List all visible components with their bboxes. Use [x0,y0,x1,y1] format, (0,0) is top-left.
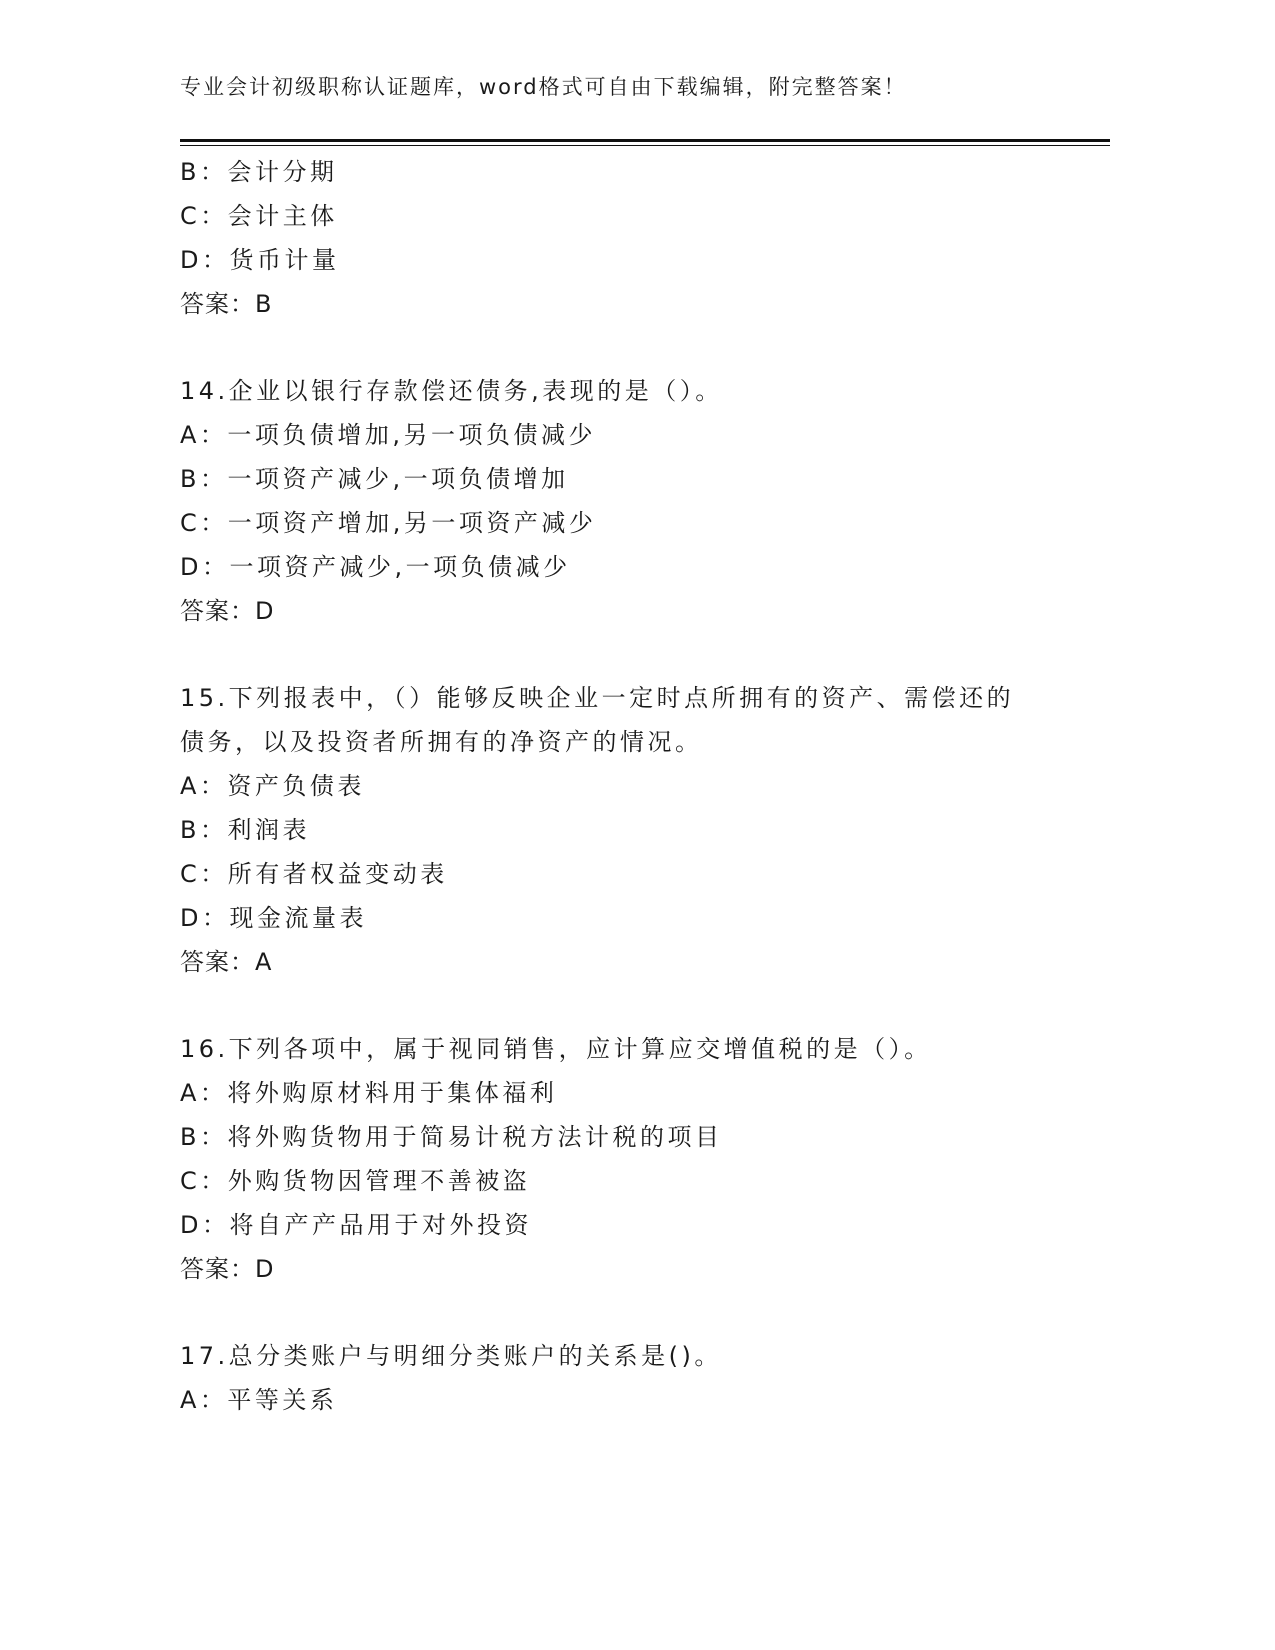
page-header: 专业会计初级职称认证题库，word格式可自由下载编辑，附完整答案！ [180,75,907,99]
question-stem-line: 16.下列各项中，属于视同销售，应计算应交增值税的是（）。 [180,1035,932,1063]
question-content [180,150,1080,1422]
answer-line: 答案：A [180,948,273,976]
option-c: C：外购货物因管理不善被盗 [180,1167,531,1195]
question-stem-line: 17.总分类账户与明细分类账户的关系是()。 [180,1342,722,1370]
question-stem [180,1334,1080,1378]
option-b: B：利润表 [180,816,310,844]
option-b: B：将外购货物用于简易计税方法计税的项目 [180,1123,723,1151]
answer-line: 答案：B [180,290,273,318]
question-stem [180,676,1080,764]
answer-line: 答案：D [180,597,275,625]
option-c: C：所有者权益变动表 [180,860,448,888]
option-c: C：会计主体 [180,202,338,230]
option-d: D：货币计量 [180,246,340,274]
header-divider-thin [180,145,1110,146]
option-a: A：资产负债表 [180,772,365,800]
option-c: C：一项资产增加,另一项资产减少 [180,509,597,537]
question-block [180,369,1080,633]
option-a: A：一项负债增加,另一项负债减少 [180,421,597,449]
question-stem-line: 15.下列报表中，（）能够反映企业一定时点所拥有的资产、需偿还的 [180,684,1015,712]
option-d: D：现金流量表 [180,904,367,932]
option-d: D：一项资产减少,一项负债减少 [180,553,571,581]
question-stem-line: 14.企业以银行存款偿还债务,表现的是（）。 [180,377,723,405]
option-b: B：会计分期 [180,158,338,186]
question-stem [180,369,1080,413]
answer-line: 答案：D [180,1255,275,1283]
option-d: D：将自产产品用于对外投资 [180,1211,532,1239]
question-stem-line: 债务，以及投资者所拥有的净资产的情况。 [180,728,703,756]
question-block [180,1027,1080,1291]
option-a: A：平等关系 [180,1386,338,1414]
option-a: A：将外购原材料用于集体福利 [180,1079,558,1107]
question-block [180,676,1080,984]
question-block [180,1334,1080,1422]
header-divider-thick [180,139,1110,142]
question-stem [180,1027,1080,1071]
option-b: B：一项资产减少,一项负债增加 [180,465,569,493]
question-block [180,150,1080,326]
